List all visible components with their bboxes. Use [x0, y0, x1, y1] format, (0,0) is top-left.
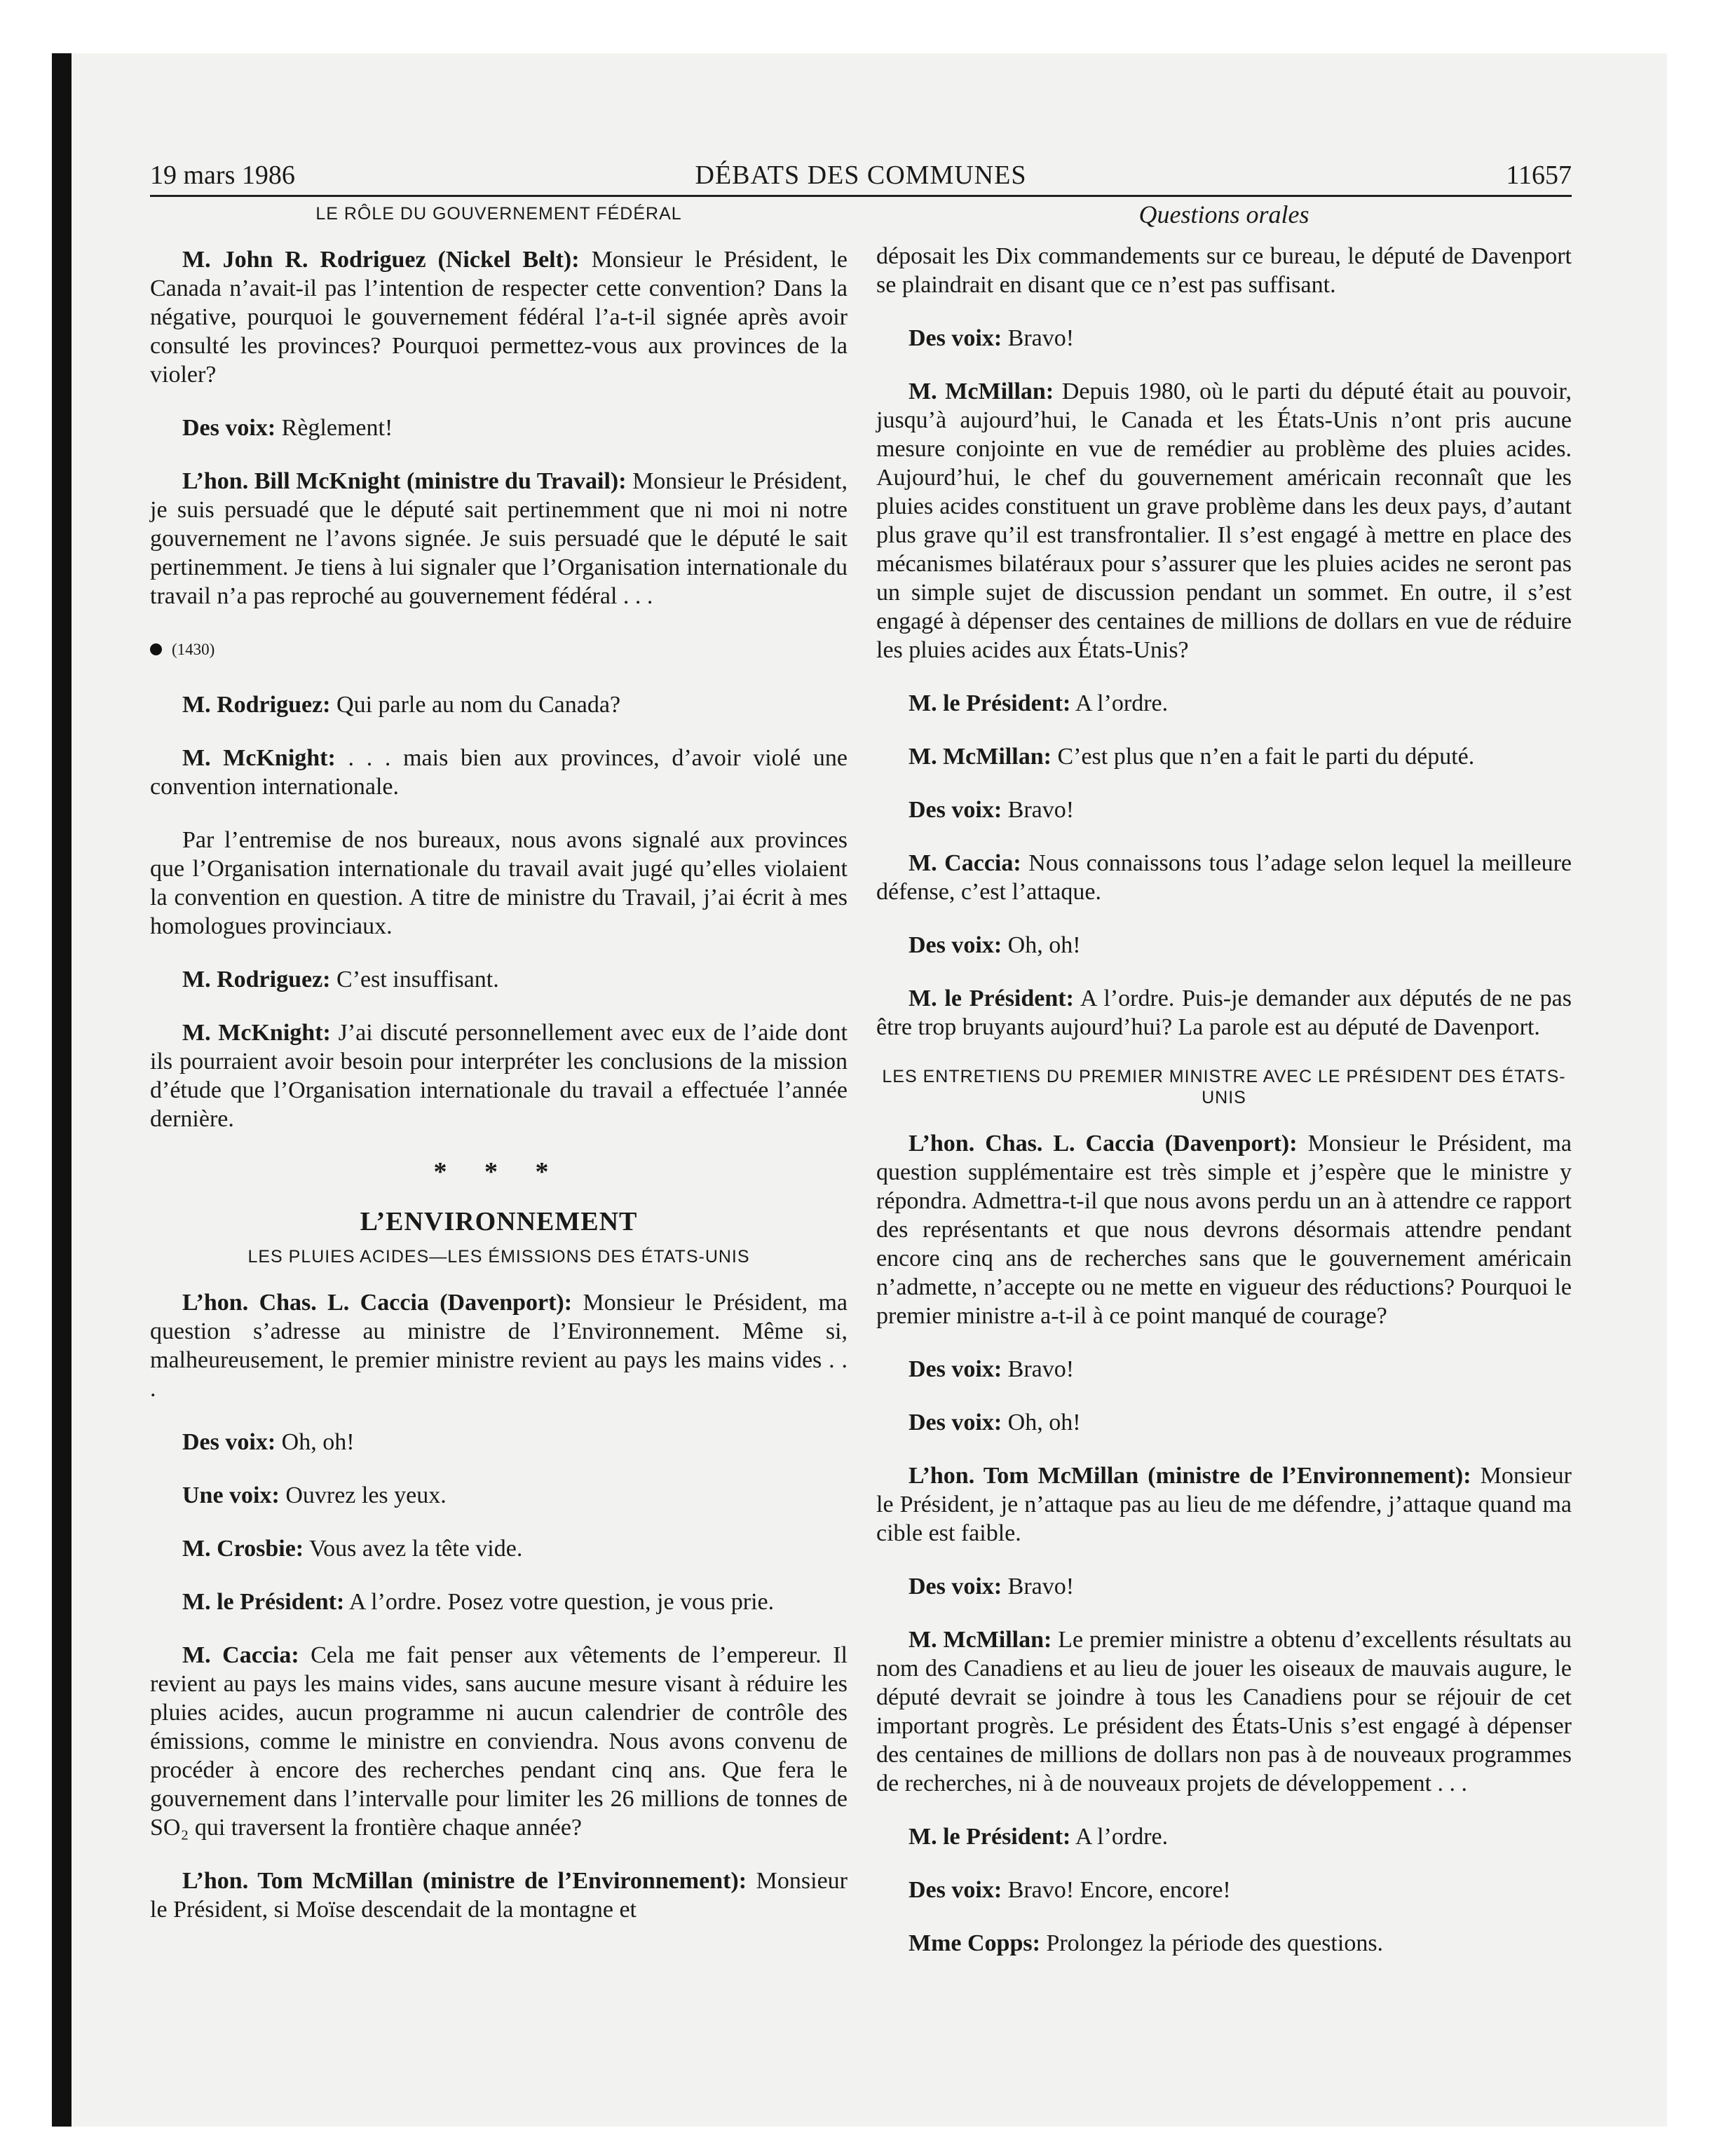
speech: Règlement!	[275, 415, 393, 441]
speaker: L’hon. Tom McMillan (ministre de l’Environnement):	[182, 1868, 747, 1894]
speech: déposait les Dix commandements sur ce bureau, le député de Davenport se plaindrait en disant que ce n’est pas suffisant.	[876, 243, 1572, 298]
speech: Oh, oh!	[1002, 1410, 1081, 1435]
paragraph	[876, 984, 1572, 1042]
speech: Oh, oh!	[275, 1429, 355, 1455]
speaker: Des voix:	[182, 415, 276, 441]
speaker: M. Rodriguez:	[182, 692, 331, 718]
speech: Bravo!	[1002, 1356, 1075, 1382]
speaker: M. le Président:	[909, 690, 1071, 716]
speech: Depuis 1980, où le parti du député était au pouvoir, jusqu’à aujourd’hui, le Canada et les États-Unis n’ont pris aucune mesure conjointe en vue de remédier au problème des pluies acides. Aujourd’hui, le chef du gouvernement américain reconnaît que les pluies acides constituent un grave problème dans les deux pays, d’autant plus grave qu’il est transfrontalier. Il s’est engagé à mettre en place des mécanismes bilatéraux pour s’assurer que les pluies acides ne seront pas un simple sujet de discussion pendant un sommet. En outre, il s’est engagé à dépenser des centaines de millions de dollars en vue de réduire les pluies acides aux États-Unis?	[876, 378, 1572, 663]
speaker: Des voix:	[909, 1877, 1002, 1903]
left-column	[150, 203, 848, 1949]
section-separator: * * *	[433, 1157, 564, 1187]
speech: Cela me fait penser aux vêtements de l’empereur. Il revient au pays les mains vides, sans aucune mesure visant à réduire les pluies acides, aucun programme ni aucun calendrier de contrôle des émissions, comme le ministre en conviendra. Nous avons convenu de procéder à encore des recherches pendant cinq ans. Que fera le gouvernement dans l’intervalle pour limiter les 26 millions de tonnes de SO₂ qui traversent la frontière chaque année?	[150, 1642, 848, 1841]
speaker: Des voix:	[909, 797, 1002, 823]
timestamp	[150, 635, 848, 664]
bullet-icon	[150, 643, 162, 655]
paragraph	[150, 467, 848, 610]
speaker: Des voix:	[909, 1356, 1002, 1382]
paragraph	[876, 849, 1572, 906]
paragraph	[876, 1822, 1572, 1851]
paragraph	[150, 1288, 848, 1403]
speaker: M. Rodriguez:	[182, 967, 331, 992]
speech: Oh, oh!	[1002, 932, 1081, 958]
speaker: Des voix:	[182, 1429, 276, 1455]
speaker: M. McMillan:	[909, 744, 1052, 770]
speech: Vous avez la tête vide.	[304, 1536, 523, 1562]
speech: Monsieur le Président, le Canada n’avait-il pas l’intention de respecter cette convention? Dans la négative, pourquoi le gouvernement fédéral l’a-t-il signée après avoir consulté les provinces? Pourquoi permettez-vous aux provinces de la violer?	[150, 247, 848, 388]
speaker: M. le Président:	[909, 985, 1074, 1011]
subheading: LE RÔLE DU GOUVERNEMENT FÉDÉRAL	[315, 204, 682, 224]
paragraph	[150, 690, 848, 719]
header-title: DÉBATS DES COMMUNES	[695, 161, 1027, 190]
paragraph	[876, 1625, 1572, 1798]
paragraph	[150, 1018, 848, 1133]
speech: A l’ordre. Posez votre question, je vous prie.	[344, 1589, 775, 1615]
speech: Le premier ministre a obtenu d’excellents résultats au nom des Canadiens et au lieu de jouer les oiseaux de mauvais augure, le député devrait se joindre à tous les Canadiens pour se réjouir de cet important progrès. Le président des États-Unis s’est engagé à dépenser des centaines de millions de dollars non pas à de nouveaux programmes de recherches, ni à de nouveaux projets de développement . . .	[876, 1627, 1572, 1796]
speech: Bravo!	[1002, 797, 1075, 823]
paragraph	[150, 744, 848, 801]
speech: A l’ordre.	[1070, 690, 1169, 716]
paragraph	[150, 1481, 848, 1510]
paragraph	[876, 689, 1572, 718]
subheading: LES ENTRETIENS DU PREMIER MINISTRE AVEC LE PRÉSIDENT DES ÉTATS-UNIS	[882, 1067, 1566, 1107]
speech: J’ai discuté personnellement avec eux de l’aide dont ils pourraient avoir besoin pour interpréter les conclusions de la mission d’étude que l’Organisation internationale du travail a effectuée l’année dernière.	[150, 1020, 848, 1132]
speaker: L’hon. Bill McKnight (ministre du Travail):	[182, 468, 627, 494]
speech: Bravo!	[1002, 1574, 1075, 1599]
paragraph	[876, 742, 1572, 771]
speaker: M. McMillan:	[909, 378, 1054, 404]
speech: Monsieur le Président, je n’attaque pas au lieu de me défendre, j’attaque quand ma cible est faible.	[876, 1463, 1572, 1546]
speech: Prolongez la période des questions.	[1040, 1930, 1384, 1956]
paragraph	[876, 1572, 1572, 1601]
speech: Monsieur le Président, ma question supplémentaire est très simple et j’espère que le ministre y répondra. Admettra-t-il que nous avons perdu un an à attendre ce rapport des représentants et que nous devrons désormais attendre pendant encore cinq ans de recherches sans que le gouvernement américain n’admette, n’accepte ou ne mette en vigueur des réductions? Pourquoi le premier ministre a-t-il à ce point manqué de courage?	[876, 1131, 1572, 1329]
paragraph	[876, 1355, 1572, 1384]
speaker: M. Caccia:	[909, 850, 1021, 876]
paragraph	[150, 826, 848, 941]
paragraph	[150, 1428, 848, 1456]
speaker: L’hon. Chas. L. Caccia (Davenport):	[182, 1290, 573, 1316]
speaker: Une voix:	[182, 1482, 280, 1508]
right-column	[876, 200, 1572, 1982]
header-date: 19 mars 1986	[150, 161, 295, 190]
speech: Monsieur le Président, si Moïse descendait de la montagne et	[150, 1868, 848, 1923]
paragraph	[876, 1461, 1572, 1548]
speech: C’est insuffisant.	[330, 967, 499, 992]
page-header	[150, 156, 1572, 197]
speech: A l’ordre. Puis-je demander aux députés de ne pas être trop bruyants aujourd’hui? La parole est au député de Davenport.	[876, 985, 1572, 1040]
speaker: Des voix:	[909, 325, 1002, 351]
speaker: M. McKnight:	[182, 1020, 331, 1046]
timestamp-text: (1430)	[172, 641, 215, 658]
speech: Par l’entremise de nos bureaux, nous avons signalé aux provinces que l’Organisation internationale du travail avait jugé qu’elles violaient la convention en question. A titre de ministre du Travail, j’ai écrit à mes homologues provinciaux.	[150, 827, 848, 939]
speech: . . . mais bien aux provinces, d’avoir violé une convention internationale.	[150, 745, 848, 800]
speaker: L’hon. Chas. L. Caccia (Davenport):	[909, 1131, 1298, 1157]
header-page-number: 11657	[1506, 161, 1572, 190]
speech: C’est plus que n’en a fait le parti du député.	[1051, 744, 1475, 770]
paragraph	[876, 324, 1572, 353]
paragraph	[876, 377, 1572, 664]
speech: Nous connaissons tous l’adage selon lequel la meilleure défense, c’est l’attaque.	[876, 850, 1572, 905]
paragraph	[150, 1867, 848, 1924]
paragraph	[876, 1876, 1572, 1904]
speech: Qui parle au nom du Canada?	[330, 692, 621, 718]
speech: Bravo!	[1002, 325, 1075, 351]
speaker: Des voix:	[909, 1574, 1002, 1599]
scan-edge	[52, 53, 72, 2127]
paragraph	[150, 1588, 848, 1616]
speech: Monsieur le Président, ma question s’adresse au ministre de l’Environnement. Même si, malheureusement, le premier ministre revient au pays les mains vides . . .	[150, 1290, 848, 1402]
speaker: M. le Président:	[909, 1824, 1071, 1850]
paragraph	[150, 965, 848, 994]
paragraph	[876, 1129, 1572, 1330]
speech: A l’ordre.	[1070, 1824, 1169, 1850]
speaker: M. John R. Rodriguez (Nickel Belt):	[182, 247, 580, 273]
speaker: M. Crosbie:	[182, 1536, 304, 1562]
paragraph	[150, 245, 848, 389]
speaker: M. McMillan:	[909, 1627, 1052, 1653]
paragraph	[876, 242, 1572, 299]
speaker: Des voix:	[909, 932, 1002, 958]
paragraph	[150, 414, 848, 442]
subheading: LES PLUIES ACIDES—LES ÉMISSIONS DES ÉTATS-UNIS	[247, 1247, 750, 1267]
paragraph	[876, 1408, 1572, 1437]
paragraph	[150, 1534, 848, 1563]
paragraph	[876, 1929, 1572, 1958]
speaker: L’hon. Tom McMillan (ministre de l’Environnement):	[909, 1463, 1471, 1489]
paragraph	[150, 1641, 848, 1842]
running-head: Questions orales	[1138, 200, 1309, 228]
speaker: M. McKnight:	[182, 745, 336, 771]
speaker: Des voix:	[909, 1410, 1002, 1435]
speech: Ouvrez les yeux.	[279, 1482, 447, 1508]
paragraph	[876, 931, 1572, 960]
speaker: Mme Copps:	[909, 1930, 1040, 1956]
paragraph	[876, 796, 1572, 824]
section-title: L’ENVIRONNEMENT	[360, 1207, 638, 1236]
speech: Monsieur le Président, je suis persuadé que le député sait pertinemment que ni moi ni notre gouvernement ne l’avons signée. Je suis persuadé que le député le sait pertinemment. Je tiens à lui signaler que l’Organisation internationale du travail n’a pas reproché au gouvernement fédéral . . .	[150, 468, 848, 609]
speaker: M. Caccia:	[182, 1642, 299, 1668]
speech: Bravo! Encore, encore!	[1002, 1877, 1231, 1903]
speaker: M. le Président:	[182, 1589, 345, 1615]
